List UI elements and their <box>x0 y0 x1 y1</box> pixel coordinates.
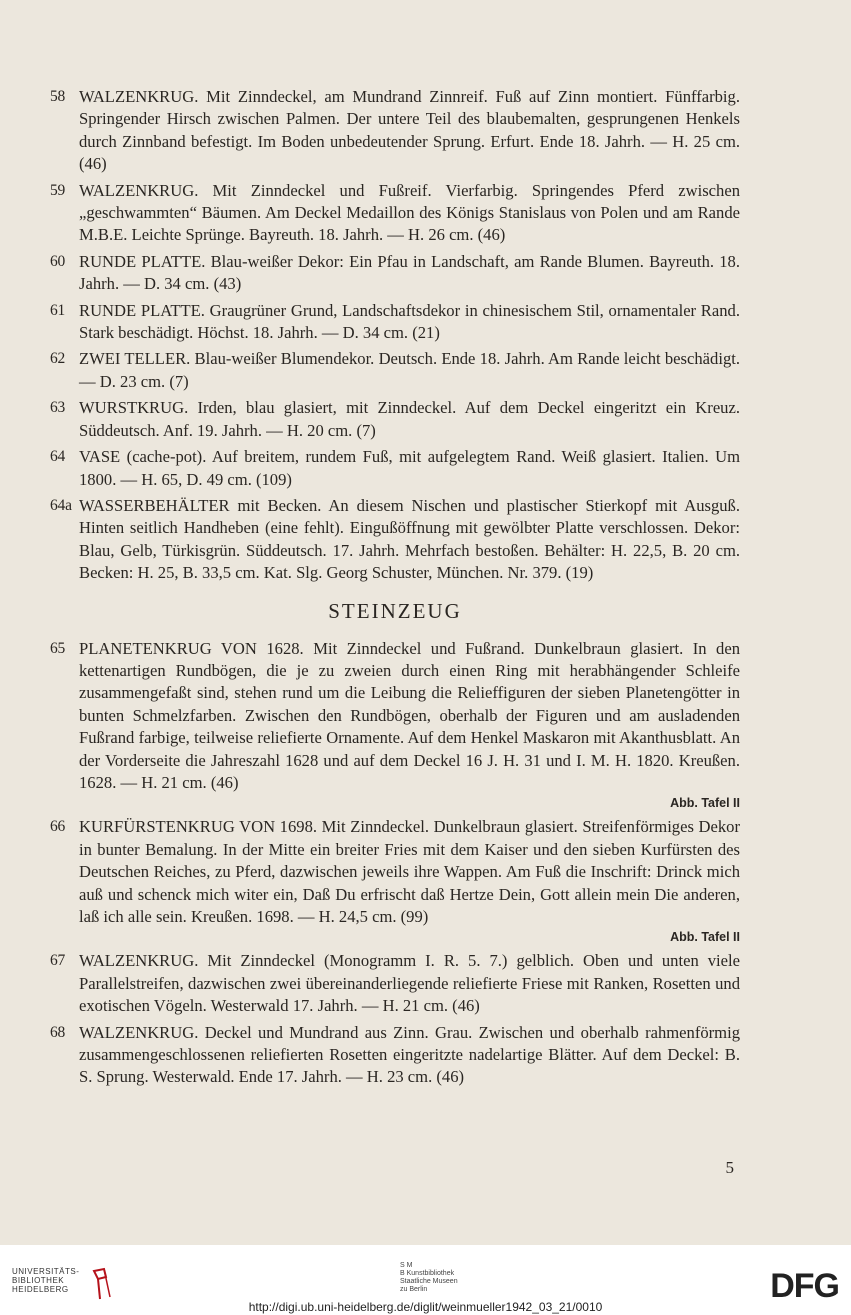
catalog-entry <box>50 638 740 813</box>
entry-number: 58 <box>50 88 66 105</box>
entry-number: 64 <box>50 448 66 466</box>
entry-number: 61 <box>50 301 66 319</box>
entry-description: WALZENKRUG. Mit Zinndeckel, am Mundrand Zinnreif. Fuß auf Zinn montiert. Fünffarbig. Springender Hirsch zwischen Palmen. Der untere Teil des blaubemalten, gesprungenen Henkels durch Zinnband befestigt. Im Boden unbedeutender Sprung. Erfurt. Ende 18. Jahrh. — H. 25 cm. (46) <box>79 87 740 174</box>
entry-number: 60 <box>50 252 66 270</box>
entry-text <box>79 251 740 296</box>
entry-text <box>79 638 740 813</box>
stamp-line2: B Kunstbibliothek <box>400 1270 455 1277</box>
entry-description: WASSERBEHÄLTER mit Becken. An diesem Nischen und plastischer Stierkopf mit Ausguß. Hinten seitlich Handheben (eine fehlt). Eingußöffnung mit gewölbter Platte verschlossen. Dekor: Blau, Gelb, Türkisgrün. Süddeutsch. 17. Jahrh. Mehrfach bestoßen. Behälter: H. 22,5, B. 20 cm. Becken: H. 25, B. 33,5 cm. Kat. Slg. Georg Schuster, München. Nr. 379. (19) <box>79 495 740 583</box>
catalog-entry <box>50 348 740 393</box>
stamp-line1: S M <box>400 1262 413 1269</box>
entry-description: WALZENKRUG. Mit Zinndeckel (Monogramm I. R. 5. 7.) gelblich. Oben und unten viele Parallelstreifen, dazwischen zwei übereinanderliegende reliefierte Friese mit Ranken, Rosetten und exotischen Vögeln. Westerwald 17. Jahrh. — H. 21 cm. (46) <box>79 951 740 1016</box>
catalog-entry <box>50 86 740 176</box>
entry-text <box>79 86 740 176</box>
digitization-footer <box>0 1245 851 1315</box>
permalink-url[interactable]: http://digi.ub.uni-heidelberg.de/diglit/weinmueller1942_03_21/0010 <box>248 1300 603 1314</box>
library-name-line1: UNIVERSITÄTS- <box>12 1267 80 1276</box>
entry-description: WURSTKRUG. Irden, blau glasiert, mit Zinndeckel. Auf dem Deckel eingeritzt ein Kreuz. Süddeutsch. Anf. 19. Jahrh. — H. 20 cm. (7) <box>79 398 740 440</box>
entry-number: 67 <box>50 952 66 970</box>
page-number: 5 <box>725 1158 734 1177</box>
entry-description: PLANETENKRUG VON 1628. Mit Zinndeckel und Fußrand. Dunkelbraun glasiert. In den kettenartigen Rundbögen, die je zu zweien durch einen Ring mit herabhängender Schleife zusammengefaßt sind, stehen rund um die Leibung die Relieffiguren der sieben Planetengötter in bunten Schmelzfarben. Zwischen den Rundbögen, oberhalb der Figuren und am ausladenden Fußrand farbige, teilweise reliefierte Ornamente. Auf dem Henkel Maskaron mit Akanthusblatt. An der Vorderseite die Jahreszahl 1628 und auf dem Deckel 16 J. H. 31 und I. M. H. 1820. Kreußen. 1628. — H. 21 cm. (46) <box>79 638 740 792</box>
catalog-entry <box>50 180 740 247</box>
entry-number: 65 <box>50 639 66 657</box>
catalog-entry <box>50 446 740 491</box>
entry-number: 63 <box>50 399 66 417</box>
catalog-entry <box>50 300 740 345</box>
entry-description: RUNDE PLATTE. Graugrüner Grund, Landschaftsdekor in chinesischem Stil, ornamentaler Rand. Stark beschädigt. Höchst. 18. Jahrh. — D. 34 cm. (21) <box>79 300 740 343</box>
entry-description: VASE (cache-pot). Auf breitem, rundem Fuß, mit aufgelegtem Rand. Weiß glasiert. Italien. Um 1800. — H. 65, D. 49 cm. (109) <box>79 447 740 489</box>
entry-description: KURFÜRSTENKRUG VON 1698. Mit Zinndeckel. Dunkelbraun glasiert. Streifenförmiges Dekor in bunter Bemalung. In der Mitte ein breiter Fries mit dem Kaiser und den sieben Kurfürsten des Deutschen Reiches, zu Pferd, dazwischen jeweils ihre Wappen. Am Fuß die Inschrift: Drinck mich auß und schenck mich witer ein, Daß Du erfrischt daß Hertze Dein, Gott allein mein Die anderen, laß ich alle sein. Kreußen. 1698. — H. 24,5 cm. (99) <box>79 817 740 926</box>
entry-text <box>79 816 740 946</box>
library-emblem-icon <box>90 1267 114 1301</box>
entry-description: ZWEI TELLER. Blau-weißer Blumendekor. Deutsch. Ende 18. Jahrh. Am Rande leicht beschädigt. — D. 23 cm. (7) <box>79 349 740 391</box>
entry-number: 66 <box>50 818 66 836</box>
entry-description: WALZENKRUG. Mit Zinndeckel und Fußreif. Vierfarbig. Springendes Pferd zwischen „geschwammten“ Bäumen. Am Deckel Medaillon des Königs Stanislaus von Polen und am Rande M.B.E. Leichte Sprünge. Bayreuth. 18. Jahrh. — H. 26 cm. (46) <box>79 180 740 245</box>
entry-number: 59 <box>50 181 66 199</box>
catalog-entries <box>50 86 740 1093</box>
entry-text <box>79 495 740 585</box>
plate-reference: Abb. Tafel II <box>670 796 740 811</box>
entry-description: WALZENKRUG. Deckel und Mundrand aus Zinn. Grau. Zwischen und oberhalb rahmenförmig zusammengeschlossenen reliefierten Rosetten eingeritzte nadelartige Blätter. Auf dem Deckel: B. S. Sprung. Westerwald. Ende 17. Jahrh. — H. 23 cm. (46) <box>79 1022 740 1087</box>
section-title: STEINZEUG <box>328 598 462 623</box>
catalog-entry <box>50 397 740 442</box>
dfg-logo[interactable]: DFG <box>770 1267 839 1305</box>
entry-text <box>79 300 740 345</box>
entry-text <box>79 446 740 491</box>
stoneware-entries <box>50 638 740 1089</box>
catalog-entry <box>50 1022 740 1089</box>
museum-stamp <box>400 1262 458 1294</box>
catalog-entry <box>50 816 740 946</box>
entry-description: RUNDE PLATTE. Blau-weißer Dekor: Ein Pfau in Landschaft, am Rande Blumen. Bayreuth. 18. Jahrh. — D. 34 cm. (43) <box>79 251 740 294</box>
library-name-line3: HEIDELBERG <box>12 1285 69 1294</box>
library-name-line2: BIBLIOTHEK <box>12 1276 65 1285</box>
entry-text <box>79 1022 740 1089</box>
catalog-entry <box>50 950 740 1017</box>
entry-number: 62 <box>50 350 66 368</box>
faience-entries <box>50 86 740 585</box>
plate-reference: Abb. Tafel II <box>670 930 740 945</box>
entry-text <box>79 950 740 1017</box>
catalog-entry <box>50 251 740 296</box>
stamp-line4: zu Berlin <box>400 1286 428 1293</box>
university-library-logo[interactable] <box>12 1267 122 1303</box>
entry-text <box>79 397 740 442</box>
entry-number: 68 <box>50 1023 66 1041</box>
stamp-line3: Staatliche Museen <box>400 1278 458 1285</box>
entry-text <box>79 348 740 393</box>
entry-text <box>79 180 740 247</box>
catalog-entry <box>50 495 740 585</box>
entry-number: 64a <box>50 496 72 514</box>
